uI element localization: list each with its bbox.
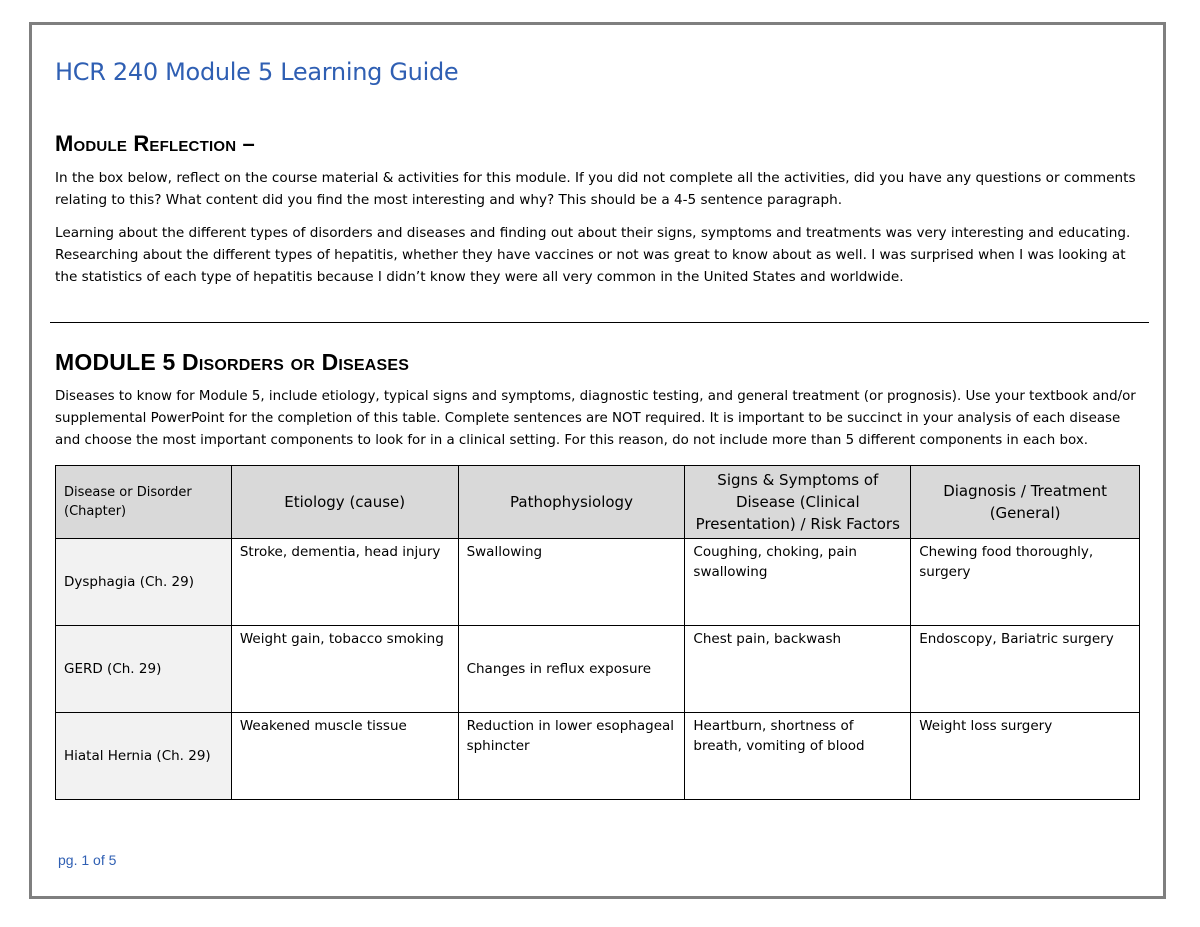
signs-cell[interactable]: Chest pain, backwash xyxy=(685,626,911,713)
column-header-disease: Disease or Disorder (Chapter) xyxy=(56,466,232,539)
document-title: HCR 240 Module 5 Learning Guide xyxy=(55,58,459,86)
disease-name-cell: GERD (Ch. 29) xyxy=(56,626,232,713)
pathophysiology-cell[interactable]: Reduction in lower esophageal sphincter xyxy=(458,713,685,800)
table-header-row xyxy=(56,466,1140,539)
table-row xyxy=(56,713,1140,800)
page-number: pg. 1 of 5 xyxy=(58,852,117,868)
reflection-prompt: In the box below, reflect on the course material & activities for this module. If you did not complete all the activities, did you have any questions or comments relating to this? What content did you find the most interesting and why? This should be a 4-5 sentence paragraph. xyxy=(55,170,1136,208)
column-header-treatment: Diagnosis / Treatment (General) xyxy=(911,466,1140,539)
pathophysiology-cell[interactable]: Changes in reflux exposure xyxy=(458,626,685,713)
etiology-cell[interactable]: Weight gain, tobacco smoking xyxy=(231,626,458,713)
treatment-cell[interactable]: Endoscopy, Bariatric surgery xyxy=(911,626,1140,713)
signs-cell[interactable]: Coughing, choking, pain swallowing xyxy=(685,539,911,626)
reflection-answer[interactable]: Learning about the different types of disorders and diseases and finding out about their signs, symptoms and treatments was very interesting and educating. Researching about the different types of hepatitis, whether they have vaccines or not was great to know about as well. I was surprised when I was looking at the statistics of each type of hepatitis because I didn’t know they were all very common in the United States and worldwide. xyxy=(55,225,1131,285)
signs-cell[interactable]: Heartburn, shortness of breath, vomiting of blood xyxy=(685,713,911,800)
pathophysiology-cell[interactable]: Swallowing xyxy=(458,539,685,626)
etiology-cell[interactable]: Weakened muscle tissue xyxy=(231,713,458,800)
column-header-pathophysiology: Pathophysiology xyxy=(458,466,685,539)
treatment-cell[interactable]: Chewing food thoroughly, surgery xyxy=(911,539,1140,626)
disease-name-cell: Dysphagia (Ch. 29) xyxy=(56,539,232,626)
disease-table xyxy=(55,465,1140,800)
reflection-heading: Module Reflection – xyxy=(55,131,255,156)
section-divider xyxy=(50,322,1149,323)
column-header-etiology: Etiology (cause) xyxy=(231,466,458,539)
diseases-heading: MODULE 5 Disorders or Diseases xyxy=(55,349,410,375)
table-row xyxy=(56,539,1140,626)
etiology-cell[interactable]: Stroke, dementia, head injury xyxy=(231,539,458,626)
table-row xyxy=(56,626,1140,713)
treatment-cell[interactable]: Weight loss surgery xyxy=(911,713,1140,800)
diseases-instructions: Diseases to know for Module 5, include etiology, typical signs and symptoms, diagnostic testing, and general treatment (or prognosis). Use your textbook and/or supplemental PowerPoint for the completion of this table. Complete sentences are NOT required. It is important to be succinct in your analysis of each disease and choose the most important components to look for in a clinical setting. For this reason, do not include more than 5 different components in each box. xyxy=(55,389,1136,448)
column-header-signs: Signs & Symptoms of Disease (Clinical Presentation) / Risk Factors xyxy=(685,466,911,539)
disease-name-cell: Hiatal Hernia (Ch. 29) xyxy=(56,713,232,800)
